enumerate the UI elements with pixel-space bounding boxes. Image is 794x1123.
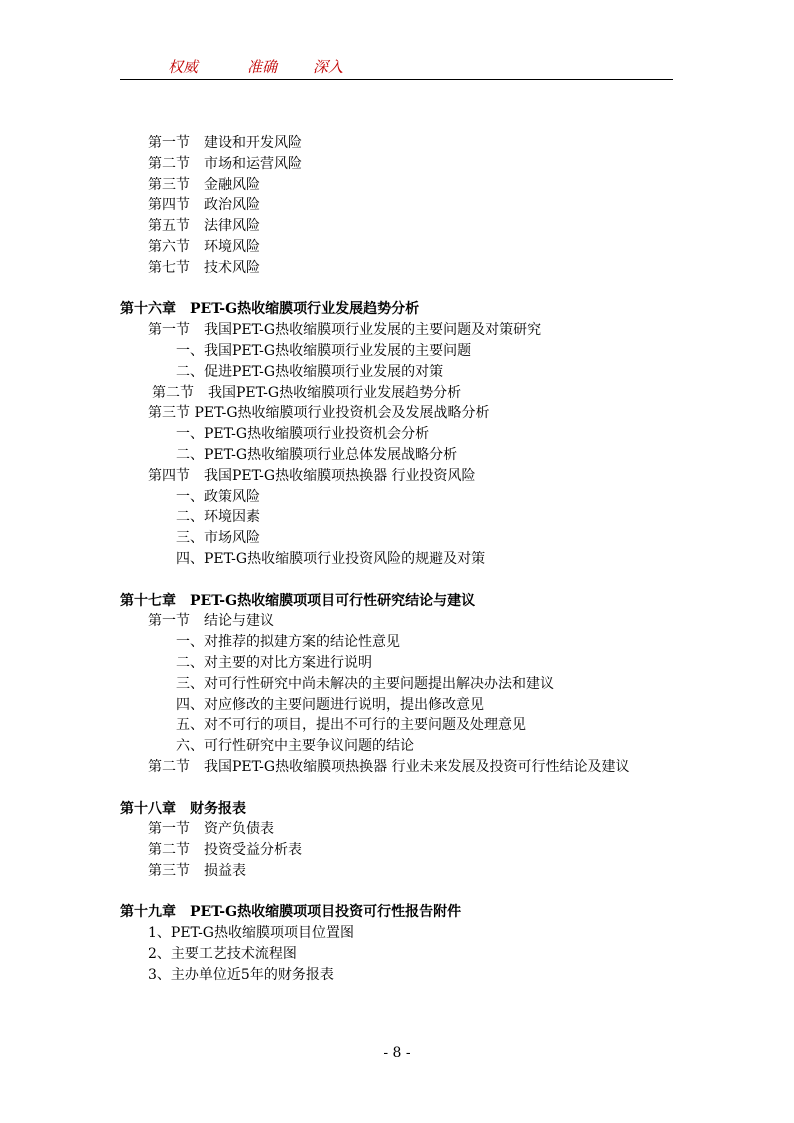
toc-section: 第五节 法律风险: [148, 218, 260, 235]
toc-item: 三、市场风险: [176, 530, 260, 547]
toc-item: 二、环境因素: [176, 509, 260, 526]
toc-section: 第六节 环境风险: [148, 238, 260, 255]
toc-item: 一、对推荐的拟建方案的结论性意见: [176, 634, 400, 651]
toc-section: 第三节 金融风险: [148, 176, 260, 193]
toc-section: 第二节 市场和运营风险: [148, 155, 302, 172]
header-word-accurate: 准确: [247, 58, 278, 76]
page-header: [120, 57, 673, 80]
toc-section: 第四节 我国PET-G热收缩膜项热换器 行业投资风险: [148, 467, 476, 484]
toc-item: 六、可行性研究中主要争议问题的结论: [176, 738, 414, 755]
toc-item: 2、主要工艺技术流程图: [148, 946, 297, 963]
toc-item: 二、促进PET-G热收缩膜项行业发展的对策: [176, 363, 444, 380]
toc-section: 第二节 我国PET-G热收缩膜项热换器 行业未来发展及投资可行性结论及建议: [148, 758, 630, 775]
header-word-authority: 权威: [168, 58, 199, 76]
toc-section: 第二节 投资受益分析表: [148, 842, 302, 859]
header-word-in-depth: 深入: [313, 58, 344, 76]
toc-section: 第四节 政治风险: [148, 197, 260, 214]
toc-section: 第二节 我国PET-G热收缩膜项行业发展趋势分析: [152, 384, 462, 401]
toc-chapter: 第十七章 PET-G热收缩膜项项目可行性研究结论与建议: [120, 592, 476, 609]
toc-item: 四、对应修改的主要问题进行说明，提出修改意见: [176, 696, 484, 713]
toc-item: 一、PET-G热收缩膜项行业投资机会分析: [176, 426, 430, 443]
toc-item: 二、对主要的对比方案进行说明: [176, 654, 372, 671]
page-number: - 8 -: [383, 1045, 411, 1061]
toc-item: 五、对不可行的项目，提出不可行的主要问题及处理意见: [176, 717, 526, 734]
toc-section: 第一节 我国PET-G热收缩膜项行业发展的主要问题及对策研究: [148, 322, 542, 339]
toc-section: 第一节 建设和开发风险: [148, 135, 302, 151]
toc-section: 第一节 资产负债表: [148, 821, 274, 838]
toc-section: 第三节 损益表: [148, 862, 246, 879]
toc-item: 三、对可行性研究中尚未解决的主要问题提出解决办法和建议: [176, 675, 554, 692]
toc-chapter: 第十八章 财务报表: [120, 800, 246, 817]
table-of-contents: [120, 133, 675, 986]
toc-chapter: 第十六章 PET-G热收缩膜项行业发展趋势分析: [120, 301, 420, 318]
toc-section: 第三节 PET-G热收缩膜项行业投资机会及发展战略分析: [148, 405, 490, 422]
toc-section: 第一节 结论与建议: [148, 613, 274, 630]
toc-item: 1、PET-G热收缩膜项项目位置图: [148, 925, 354, 942]
toc-item: 四、PET-G热收缩膜项行业投资风险的规避及对策: [176, 550, 486, 567]
toc-chapter: 第十九章 PET-G热收缩膜项项目投资可行性报告附件: [120, 904, 462, 921]
toc-section: 第七节 技术风险: [148, 259, 260, 276]
toc-item: 一、我国PET-G热收缩膜项行业发展的主要问题: [176, 342, 472, 359]
toc-item: 二、PET-G热收缩膜项行业总体发展战略分析: [176, 446, 458, 463]
toc-item: 3、主办单位近5年的财务报表: [148, 966, 334, 983]
toc-item: 一、政策风险: [176, 488, 260, 505]
